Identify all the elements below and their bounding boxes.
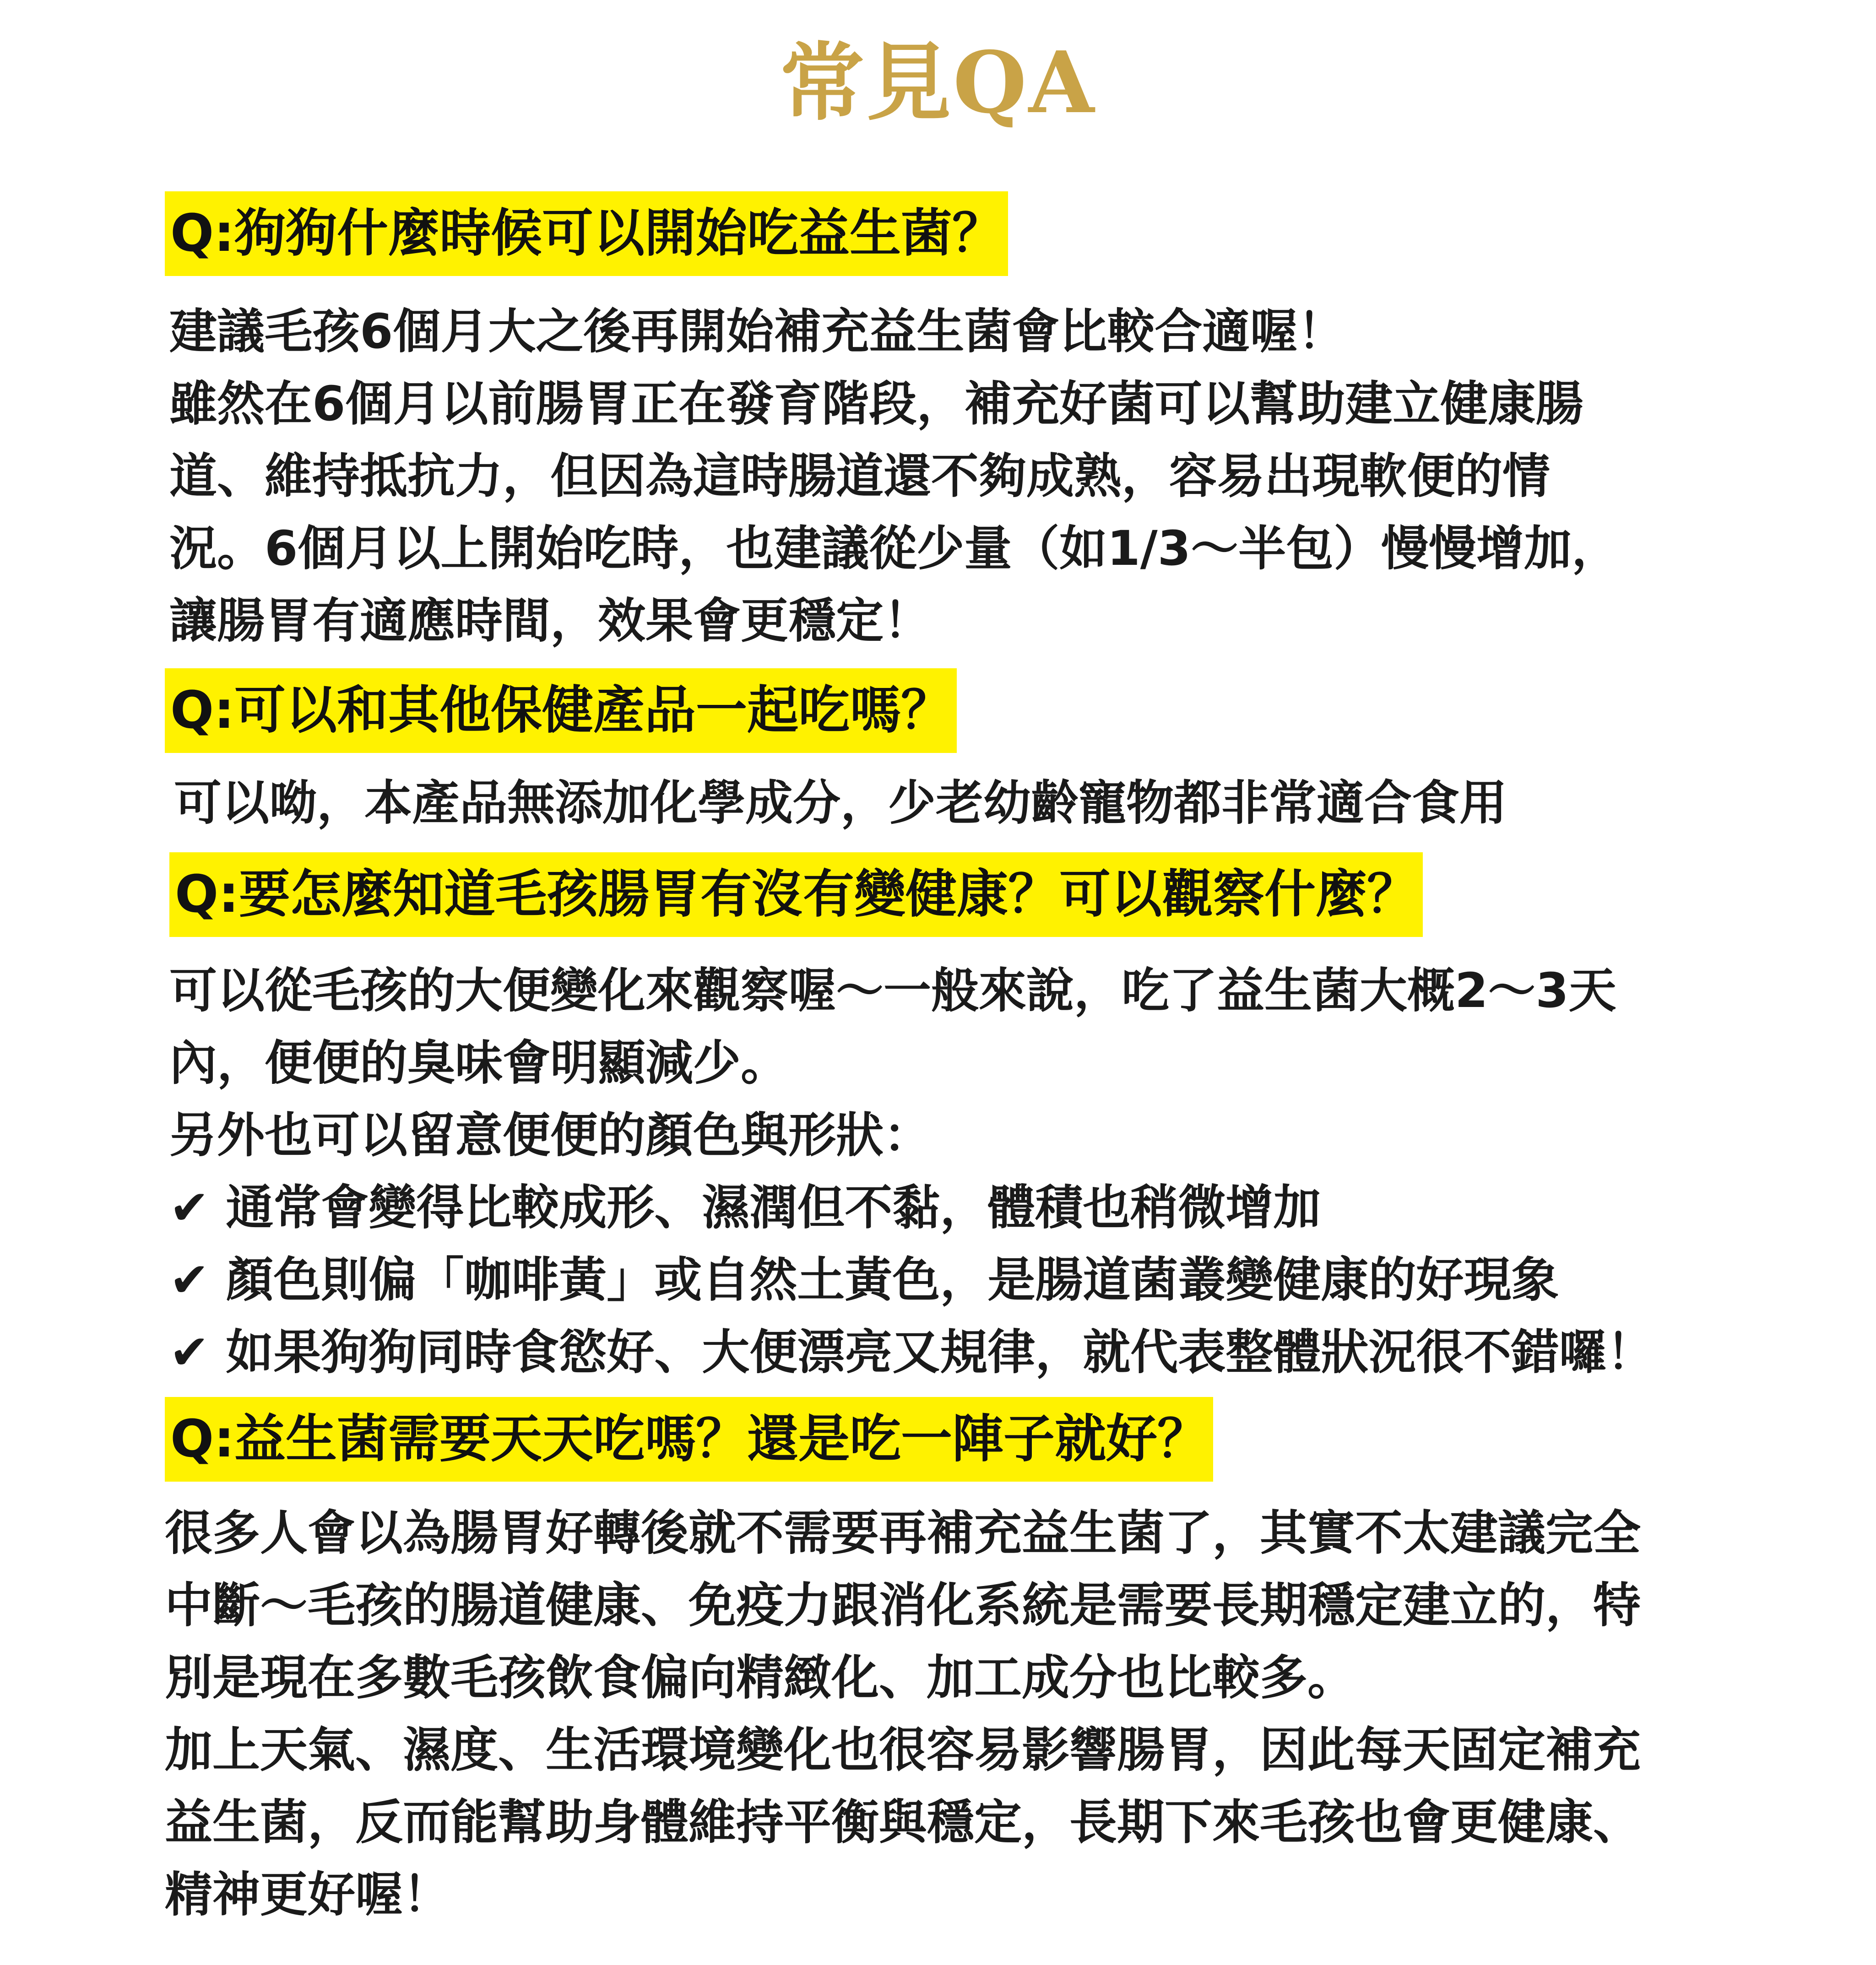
page-title: 常見QA: [780, 32, 1096, 132]
answer-4-line: 加上天氣、濕度、生活環境變化也很容易影響腸胃，因此每天固定補充: [165, 1722, 1641, 1778]
answer-3-checklist-item: ✔ 如果狗狗同時食慾好、大便漂亮又規律，就代表整體狀況很不錯囉！: [169, 1324, 1654, 1380]
answer-4-line: 精神更好喔！: [165, 1867, 451, 1922]
answer-3-line: 內，便便的臭味會明顯減少。: [169, 1035, 789, 1091]
question-4-heading: Q:益生菌需要天天吃嗎？還是吃一陣子就好？: [165, 1397, 1213, 1482]
answer-2-line: 可以呦，本產品無添加化學成分，少老幼齡寵物都非常適合食用: [174, 775, 1507, 831]
answer-1-line: 雖然在6個月以前腸胃正在發育階段，補充好菌可以幫助建立健康腸: [169, 376, 1583, 432]
answer-3-line: 另外也可以留意便便的顏色與形狀：: [169, 1107, 932, 1163]
answer-4-line: 很多人會以為腸胃好轉後就不需要再補充益生菌了，其實不太建議完全: [165, 1505, 1641, 1561]
question-1-heading: Q:狗狗什麼時候可以開始吃益生菌？: [165, 191, 1008, 276]
answer-1-line: 況。6個月以上開始吃時，也建議從少量（如1/3～半包）慢慢增加，: [169, 520, 1620, 576]
question-3-heading: Q:要怎麼知道毛孩腸胃有沒有變健康？可以觀察什麼？: [169, 852, 1423, 937]
answer-4-line: 中斷～毛孩的腸道健康、免疫力跟消化系統是需要長期穩定建立的，特: [165, 1577, 1641, 1633]
answer-3-checklist-item: ✔ 通常會變得比較成形、濕潤但不黏，體積也稍微增加: [169, 1180, 1321, 1235]
answer-2: [174, 767, 1507, 839]
question-2-heading: Q:可以和其他保健產品一起吃嗎？: [165, 668, 957, 753]
answer-4-line: 益生菌，反而能幫助身體維持平衡與穩定，長期下來毛孩也會更健康、: [165, 1794, 1641, 1850]
answer-3: [169, 954, 1654, 1388]
answer-3-line: 可以從毛孩的大便變化來觀察喔～一般來說，吃了益生菌大概2～3天: [169, 963, 1616, 1018]
answer-1: [169, 295, 1619, 657]
answer-4-line: 別是現在多數毛孩飲食偏向精緻化、加工成分也比較多。: [165, 1650, 1355, 1705]
answer-1-line: 道、維持抵抗力，但因為這時腸道還不夠成熟，容易出現軟便的情: [169, 448, 1551, 504]
answer-3-checklist-item: ✔ 顏色則偏「咖啡黃」或自然土黃色，是腸道菌叢變健康的好現象: [169, 1252, 1559, 1308]
answer-4: [165, 1497, 1641, 1931]
answer-1-line: 讓腸胃有適應時間，效果會更穩定！: [169, 593, 932, 649]
answer-1-line: 建議毛孩6個月大之後再開始補充益生菌會比較合適喔！: [169, 303, 1345, 359]
